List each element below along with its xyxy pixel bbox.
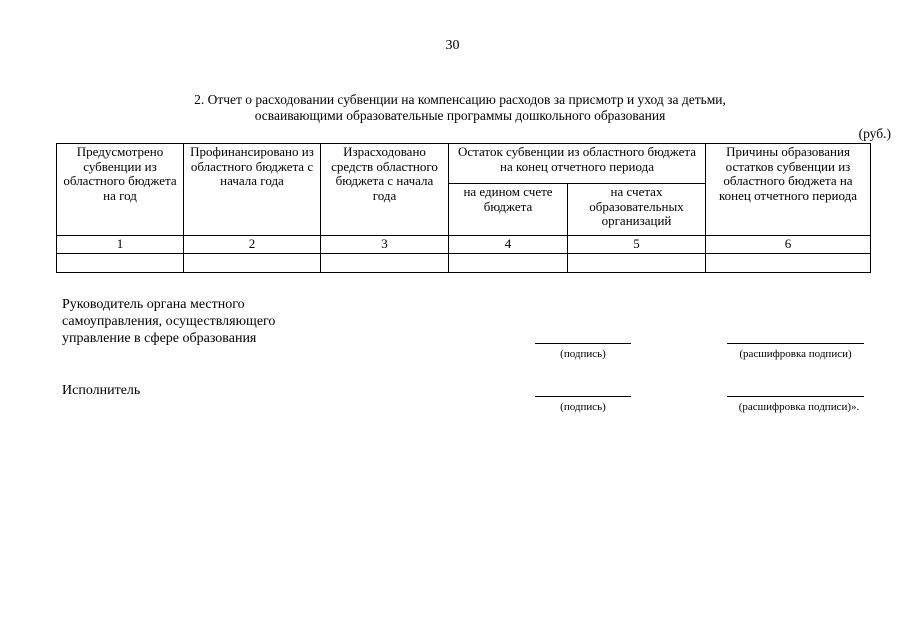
head-label-line-2: самоуправления, осуществляющего	[62, 314, 276, 329]
units-label: (руб.)	[858, 126, 891, 141]
signature-line	[535, 343, 631, 344]
header-remainder: Остаток субвенции из областного бюджета на конец отчетного периода	[449, 144, 706, 184]
column-number: 2	[184, 236, 321, 254]
table-cell	[449, 254, 568, 273]
head-signatory-label	[62, 296, 275, 347]
report-title-line-1: 2. Отчет о расходовании субвенции на компенсацию расходов за присмотр и уход за детьми,	[194, 92, 726, 107]
table-cell	[706, 254, 871, 273]
column-number: 5	[568, 236, 706, 254]
report-table	[56, 143, 871, 273]
report-title	[110, 92, 810, 124]
header-spent: Израсходовано средств областного бюджета с начала года	[321, 144, 449, 236]
table-cell	[57, 254, 184, 273]
table-cell	[184, 254, 321, 273]
signature-decoding-line	[727, 343, 864, 344]
column-number: 3	[321, 236, 449, 254]
executor-label: Исполнитель	[62, 383, 141, 398]
table-cell	[321, 254, 449, 273]
executor-signature-line	[535, 396, 631, 397]
header-org-accounts: на счетах образовательных организаций	[568, 184, 706, 236]
data-row	[57, 254, 871, 273]
executor-decoding-caption: (расшифровка подписи)».	[738, 401, 860, 413]
report-title-line-2: осваивающими образовательные программы дошкольного образования	[254, 108, 666, 123]
head-label-line-1: Руководитель органа местного	[62, 297, 245, 312]
table-cell	[568, 254, 706, 273]
executor-decoding-line	[727, 396, 864, 397]
column-number: 4	[449, 236, 568, 254]
signature-decoding-caption: (расшифровка подписи)	[739, 348, 852, 360]
header-financed: Профинансировано из областного бюджета с начала года	[184, 144, 321, 236]
executor-signature-caption: (подпись)	[560, 401, 606, 413]
page-number: 30	[445, 38, 460, 53]
column-number: 1	[57, 236, 184, 254]
header-single-account: на едином счете бюджета	[449, 184, 568, 236]
header-planned: Предусмотрено субвенции из областного бюджета на год	[57, 144, 184, 236]
head-label-line-3: управление в сфере образования	[62, 331, 257, 346]
column-number: 6	[706, 236, 871, 254]
signature-caption: (подпись)	[560, 348, 606, 360]
header-reasons: Причины образования остатков субвенции из областного бюджета на конец отчетного периода	[706, 144, 871, 236]
column-number-row	[57, 236, 871, 254]
